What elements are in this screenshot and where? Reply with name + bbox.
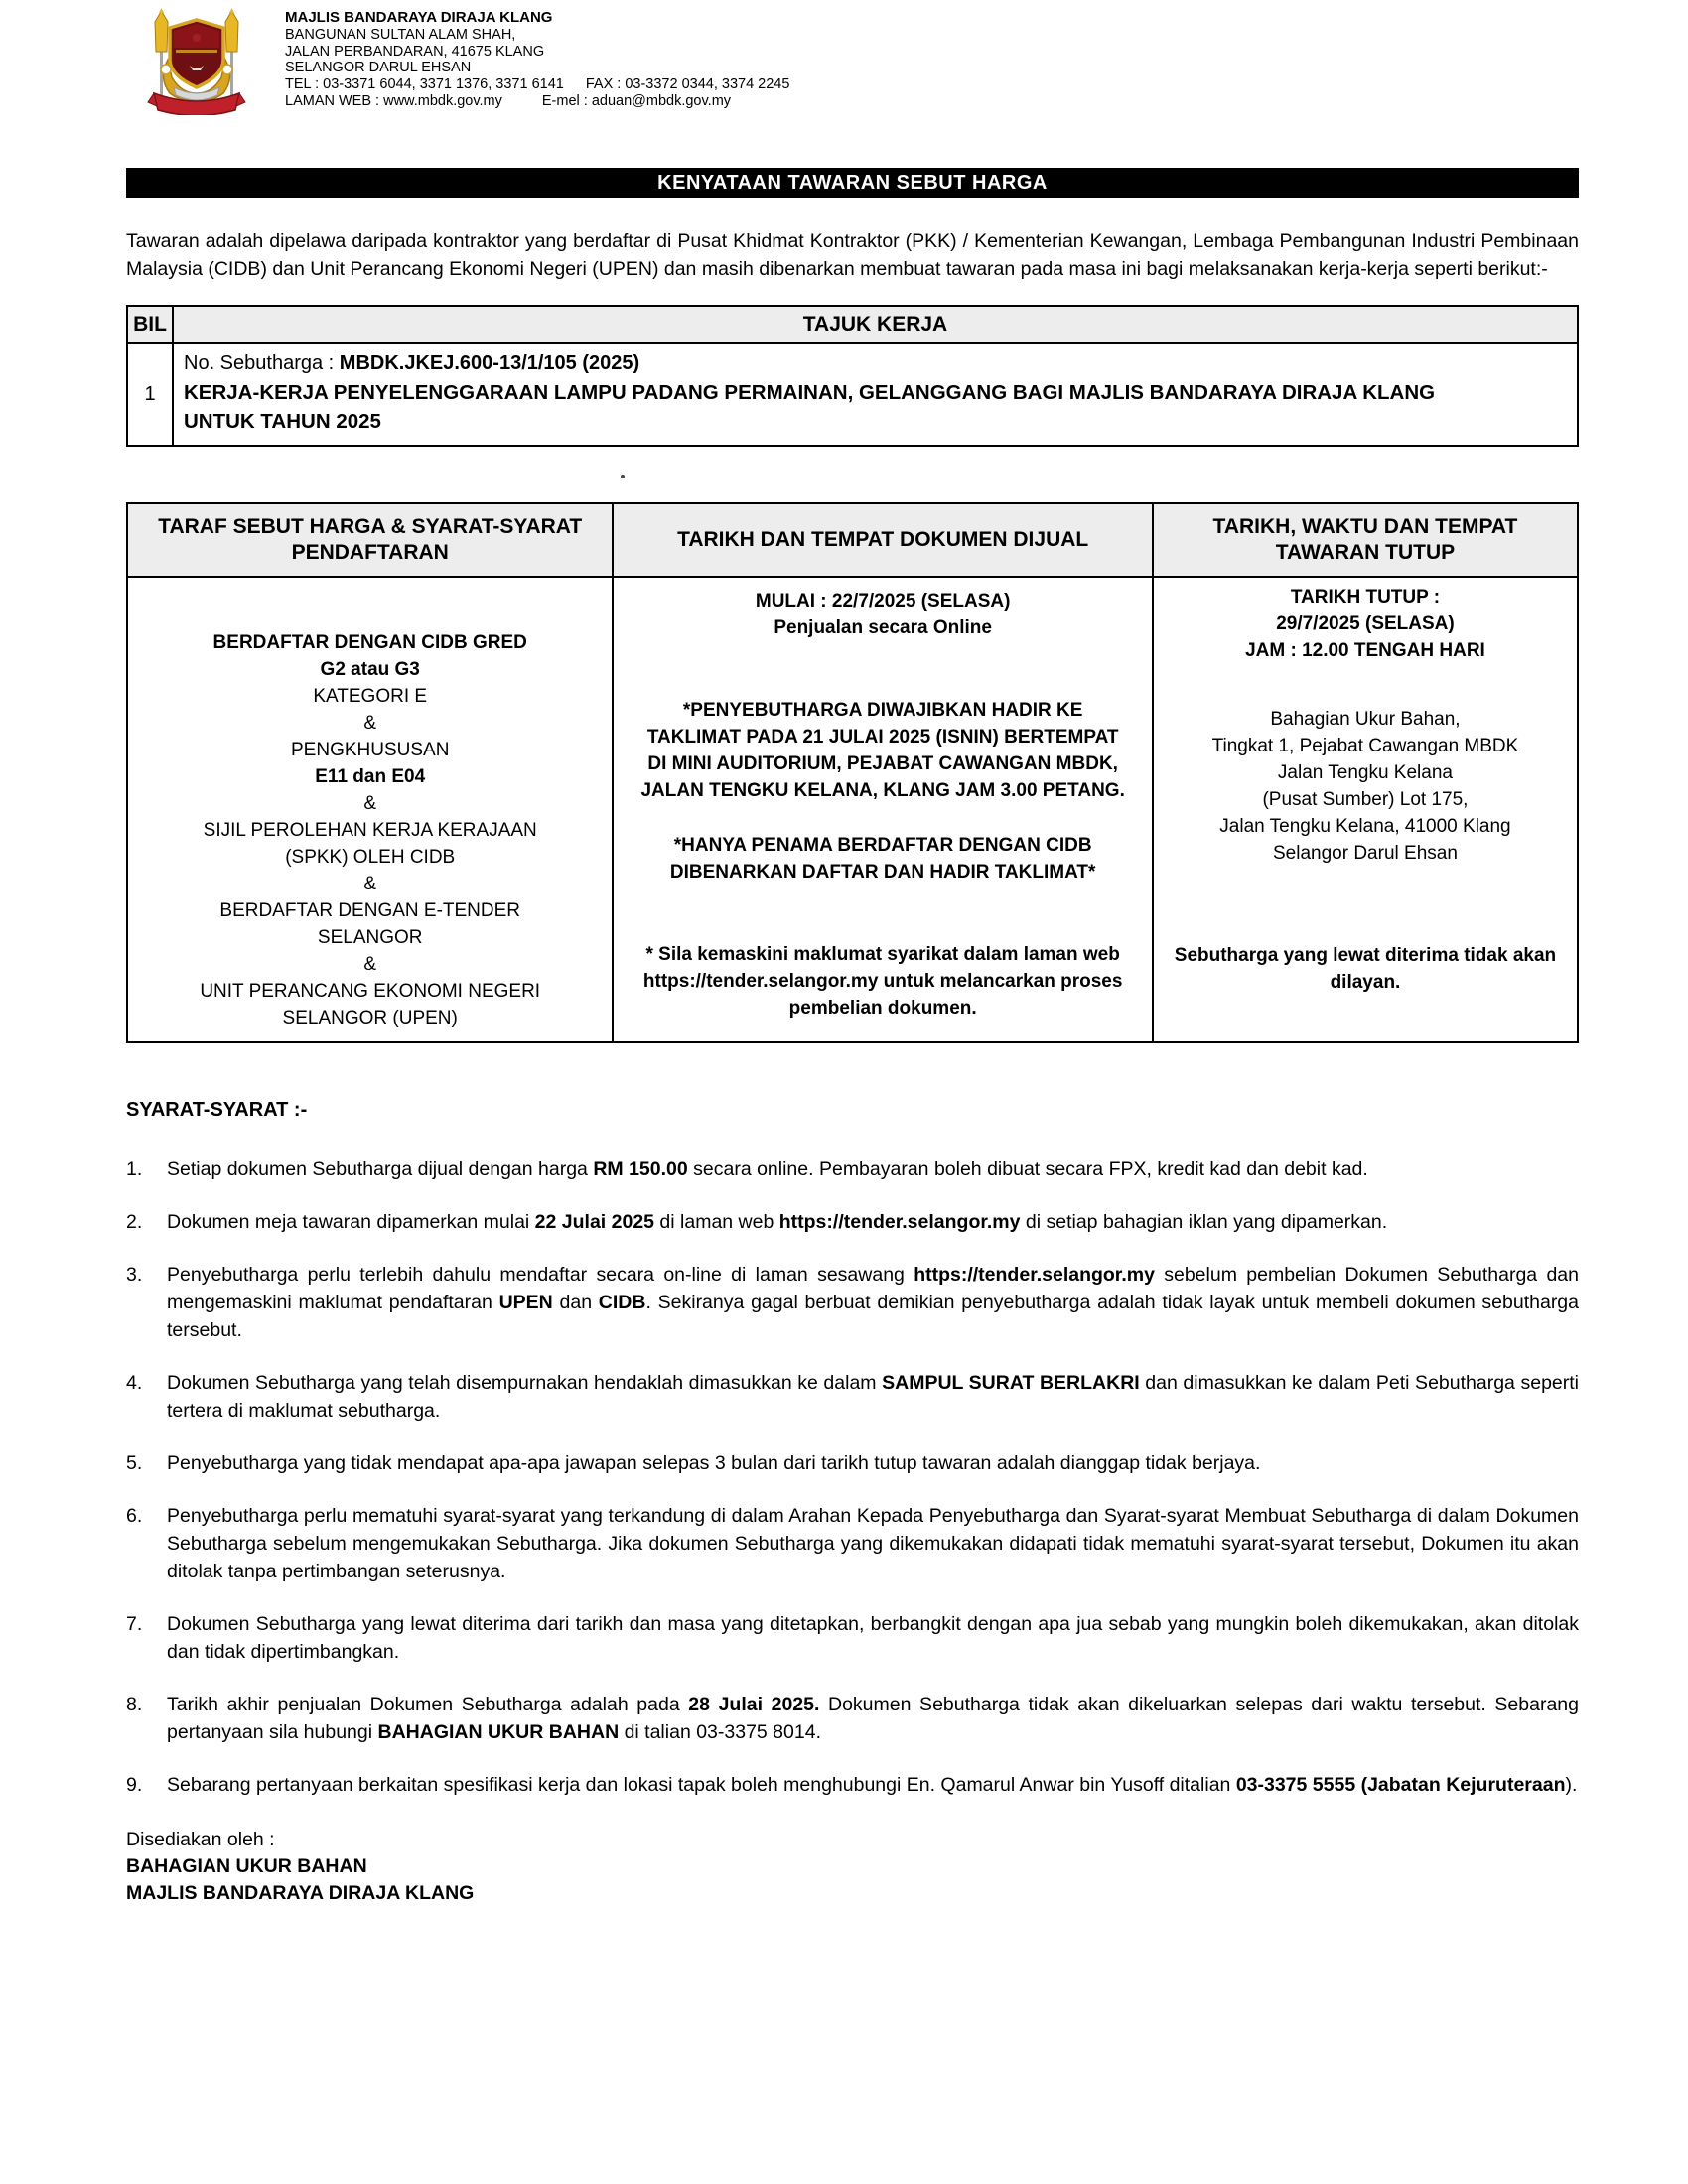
website-text: LAMAN WEB : www.mbdk.gov.my bbox=[285, 92, 502, 109]
job-row-detail bbox=[173, 343, 1578, 446]
detail-table bbox=[126, 502, 1579, 1043]
cell-line: *HANYA PENAMA BERDAFTAR DENGAN CIDB bbox=[673, 835, 1092, 856]
quotation-number-line bbox=[184, 349, 1567, 378]
syarat-item-number: 6. bbox=[126, 1505, 143, 1527]
syarat-item bbox=[126, 1502, 1579, 1585]
footer-organisation: MAJLIS BANDARAYA DIRAJA KLANG bbox=[126, 1882, 475, 1904]
document-title-bar: KENYATAAN TAWARAN SEBUT HARGA bbox=[126, 168, 1579, 198]
syarat-item-number: 7. bbox=[126, 1613, 143, 1635]
cell-line: TAKLIMAT PADA 21 JULAI 2025 (ISNIN) BERTEMPAT bbox=[646, 727, 1119, 748]
syarat-item-text: Penyebutharga perlu mematuhi syarat-syarat yang terkandung di dalam Arahan Kepada Penyebutharga dan Syarat-syarat Membuat Sebutharga di dalam Dokumen Sebutharga sebelum mengemukakan Sebutharga. Jika dokumen Sebutharga yang dikemukakan didapati tidak mematuhi syarat-syarat tersebut, Dokumen itu akan ditolak tanpa pertimbangan seterusnya. bbox=[167, 1505, 1579, 1582]
detail-table-header-row bbox=[127, 503, 1578, 577]
cell-line: SELANGOR (UPEN) bbox=[282, 1008, 458, 1028]
cell-line: G2 atau G3 bbox=[320, 659, 420, 680]
footer-department: BAHAGIAN UKUR BAHAN bbox=[126, 1855, 367, 1877]
address-line-2: JALAN PERBANDARAN, 41675 KLANG bbox=[285, 43, 545, 60]
cell-line: MULAI : 22/7/2025 (SELASA) bbox=[755, 591, 1011, 612]
syarat-item bbox=[126, 1691, 1579, 1746]
address-line-1: BANGUNAN SULTAN ALAM SHAH, bbox=[285, 26, 516, 43]
syarat-item-text: Tarikh akhir penjualan Dokumen Sebutharga adalah pada 28 Julai 2025. Dokumen Sebutharga tidak akan dikeluarkan selepas dari waktu tersebut. Sebarang pertanyaan sila hubungi BAHAGIAN UKUR BAHAN di talian 03-3375 8014. bbox=[167, 1694, 1579, 1743]
detail-cell-tarikh-jual bbox=[613, 577, 1152, 1042]
syarat-item-text: Dokumen Sebutharga yang telah disempurnakan hendaklah dimasukkan ke dalam SAMPUL SURAT BERLAKRI dan dimasukkan ke dalam Peti Sebutharga seperti tertera di maklumat sebutharga. bbox=[167, 1372, 1579, 1422]
cell-line: & bbox=[363, 874, 377, 894]
syarat-item-number: 1. bbox=[126, 1159, 143, 1180]
cell-line: BERDAFTAR DENGAN E-TENDER bbox=[219, 900, 521, 921]
syarat-item-text: Sebarang pertanyaan berkaitan spesifikasi kerja dan lokasi tapak boleh menghubungi En. Qamarul Anwar bin Yusoff ditalian 03-3375 5555 (Jabatan Kejuruteraan). bbox=[167, 1774, 1578, 1796]
cell-line: DIBENARKAN DAFTAR DAN HADIR TAKLIMAT* bbox=[669, 862, 1096, 883]
cell-line: (Pusat Sumber) Lot 175, bbox=[1262, 789, 1469, 810]
syarat-item bbox=[126, 1208, 1579, 1236]
cell-line: dilayan. bbox=[1330, 972, 1401, 993]
syarat-item bbox=[126, 1610, 1579, 1666]
syarat-list bbox=[126, 1156, 1579, 1799]
syarat-item-number: 2. bbox=[126, 1211, 143, 1233]
cell-line: Sebutharga yang lewat diterima tidak akan bbox=[1174, 945, 1557, 966]
cell-line: BERDAFTAR DENGAN CIDB GRED bbox=[212, 632, 527, 653]
letterhead bbox=[126, 8, 1579, 115]
syarat-item bbox=[126, 1156, 1579, 1183]
tel-fax-line bbox=[285, 76, 789, 93]
job-table-header-bil: BIL bbox=[127, 306, 173, 343]
cell-line: DI MINI AUDITORIUM, PEJABAT CAWANGAN MBDK, bbox=[647, 753, 1118, 774]
detail-cell-taraf bbox=[127, 577, 613, 1042]
syarat-item-text: Penyebutharga yang tidak mendapat apa-apa jawapan selepas 3 bulan dari tarikh tutup tawaran adalah dianggap tidak berjaya. bbox=[167, 1452, 1261, 1474]
syarat-item bbox=[126, 1369, 1579, 1425]
syarat-item-text: Dokumen Sebutharga yang lewat diterima dari tarikh dan masa yang ditetapkan, berbangkit dengan apa jua sebab yang mungkin boleh dikemukakan, akan ditolak dan tidak dipertimbangkan. bbox=[167, 1613, 1579, 1663]
syarat-item-number: 5. bbox=[126, 1452, 143, 1474]
fax-text: FAX : 03-3372 0344, 3374 2245 bbox=[585, 76, 790, 93]
web-email-line bbox=[285, 93, 789, 110]
syarat-item-number: 8. bbox=[126, 1694, 143, 1715]
tel-text: TEL : 03-3371 6044, 3371 1376, 3371 6141 bbox=[285, 76, 564, 93]
footer-block bbox=[126, 1827, 1579, 1907]
syarat-heading: SYARAT-SYARAT :- bbox=[126, 1099, 308, 1121]
job-table bbox=[126, 305, 1579, 447]
document-content bbox=[126, 8, 1579, 1907]
syarat-item-number: 9. bbox=[126, 1774, 143, 1796]
syarat-item bbox=[126, 1261, 1579, 1344]
cell-line: & bbox=[363, 954, 377, 975]
crest-svg bbox=[138, 8, 255, 115]
intro-paragraph: Tawaran adalah dipelawa daripada kontraktor yang berdaftar di Pusat Khidmat Kontraktor (PKK) / Kementerian Kewangan, Lembaga Pembangunan Industri Pembinaan Malaysia (CIDB) dan Unit Perancang Ekonomi Negeri (UPEN) dan masih dibenarkan membuat tawaran pada masa ini bagi melaksanakan kerja-kerja seperti berikut:- bbox=[126, 230, 1579, 280]
job-table-header-tajuk: TAJUK KERJA bbox=[173, 306, 1578, 343]
stray-dot bbox=[621, 475, 625, 478]
quotation-number-label: No. Sebutharga : bbox=[184, 352, 340, 374]
detail-cell-tawaran-tutup bbox=[1153, 577, 1578, 1042]
cell-line: UNIT PERANCANG EKONOMI NEGERI bbox=[200, 981, 541, 1002]
cell-line: Tingkat 1, Pejabat Cawangan MBDK bbox=[1211, 736, 1519, 756]
cell-line: (SPKK) OLEH CIDB bbox=[285, 847, 456, 868]
mbdk-crest-logo bbox=[138, 8, 255, 115]
detail-header-taraf: TARAF SEBUT HARGA & SYARAT-SYARAT PENDAFTARAN bbox=[127, 503, 613, 577]
job-table-row bbox=[127, 343, 1578, 446]
cell-line: JAM : 12.00 TENGAH HARI bbox=[1245, 640, 1485, 661]
cell-line: * Sila kemaskini maklumat syarikat dalam laman web bbox=[645, 944, 1120, 965]
job-table-header-row bbox=[127, 306, 1578, 343]
syarat-item-text: Penyebutharga perlu terlebih dahulu mendaftar secara on-line di laman sesawang https://tender.selangor.my sebelum pembelian Dokumen Sebutharga dan mengemaskini maklumat pendaftaran UPEN dan CIDB. Sekiranya gagal berbuat demikian penyebutharga adalah tidak layak untuk membeli dokumen sebutharga tersebut. bbox=[167, 1264, 1579, 1341]
cell-line: E11 dan E04 bbox=[315, 766, 426, 787]
cell-line: JALAN TENGKU KELANA, KLANG JAM 3.00 PETANG. bbox=[640, 780, 1125, 801]
detail-table-body-row bbox=[127, 577, 1578, 1042]
cell-line: Selangor Darul Ehsan bbox=[1273, 843, 1458, 864]
cell-line: Penjualan secara Online bbox=[774, 617, 992, 638]
syarat-item bbox=[126, 1449, 1579, 1477]
cell-line: SIJIL PEROLEHAN KERJA KERAJAAN bbox=[203, 820, 537, 841]
address-line-3: SELANGOR DARUL EHSAN bbox=[285, 60, 472, 76]
cell-line: pembelian dokumen. bbox=[788, 998, 977, 1019]
cell-line: PENGKHUSUSAN bbox=[291, 740, 450, 760]
syarat-item-number: 3. bbox=[126, 1264, 143, 1286]
job-title-line-1: KERJA-KERJA PENYELENGGARAAN LAMPU PADANG PERMAINAN, GELANGGANG BAGI MAJLIS BANDARAYA DIRAJA KLANG bbox=[184, 381, 1436, 404]
cell-line: SELANGOR bbox=[317, 927, 423, 948]
prepared-by-label: Disediakan oleh : bbox=[126, 1829, 275, 1850]
syarat-item-number: 4. bbox=[126, 1372, 143, 1394]
letterhead-address-block bbox=[285, 8, 789, 110]
syarat-item-text: Setiap dokumen Sebutharga dijual dengan harga RM 150.00 secara online. Pembayaran boleh dibuat secara FPX, kredit kad dan debit kad. bbox=[167, 1159, 1368, 1180]
org-name: MAJLIS BANDARAYA DIRAJA KLANG bbox=[285, 9, 553, 26]
cell-line: KATEGORI E bbox=[313, 686, 428, 707]
quotation-number-value: MBDK.JKEJ.600-13/1/105 (2025) bbox=[339, 352, 640, 374]
detail-header-tawaran-tutup: TARIKH, WAKTU DAN TEMPAT TAWARAN TUTUP bbox=[1153, 503, 1578, 577]
email-text: E-mel : aduan@mbdk.gov.my bbox=[541, 92, 732, 109]
cell-line: TARIKH TUTUP : bbox=[1290, 587, 1441, 608]
job-title-line-2: UNTUK TAHUN 2025 bbox=[184, 410, 381, 433]
syarat-item-text: Dokumen meja tawaran dipamerkan mulai 22 Julai 2025 di laman web https://tender.selangor.my di setiap bahagian iklan yang dipamerkan. bbox=[167, 1211, 1388, 1233]
cell-line: 29/7/2025 (SELASA) bbox=[1276, 614, 1455, 634]
cell-line: Bahagian Ukur Bahan, bbox=[1270, 709, 1461, 730]
job-row-number: 1 bbox=[127, 343, 173, 446]
cell-line: Jalan Tengku Kelana, 41000 Klang bbox=[1219, 816, 1511, 837]
cell-line: https://tender.selangor.my untuk melancarkan proses bbox=[642, 971, 1123, 992]
cell-line: & bbox=[363, 793, 377, 814]
cell-line: & bbox=[363, 713, 377, 734]
cell-line: *PENYEBUTHARGA DIWAJIBKAN HADIR KE bbox=[682, 700, 1083, 721]
syarat-item bbox=[126, 1771, 1579, 1799]
detail-header-tarikh-jual: TARIKH DAN TEMPAT DOKUMEN DIJUAL bbox=[613, 503, 1152, 577]
cell-line: Jalan Tengku Kelana bbox=[1277, 762, 1453, 783]
